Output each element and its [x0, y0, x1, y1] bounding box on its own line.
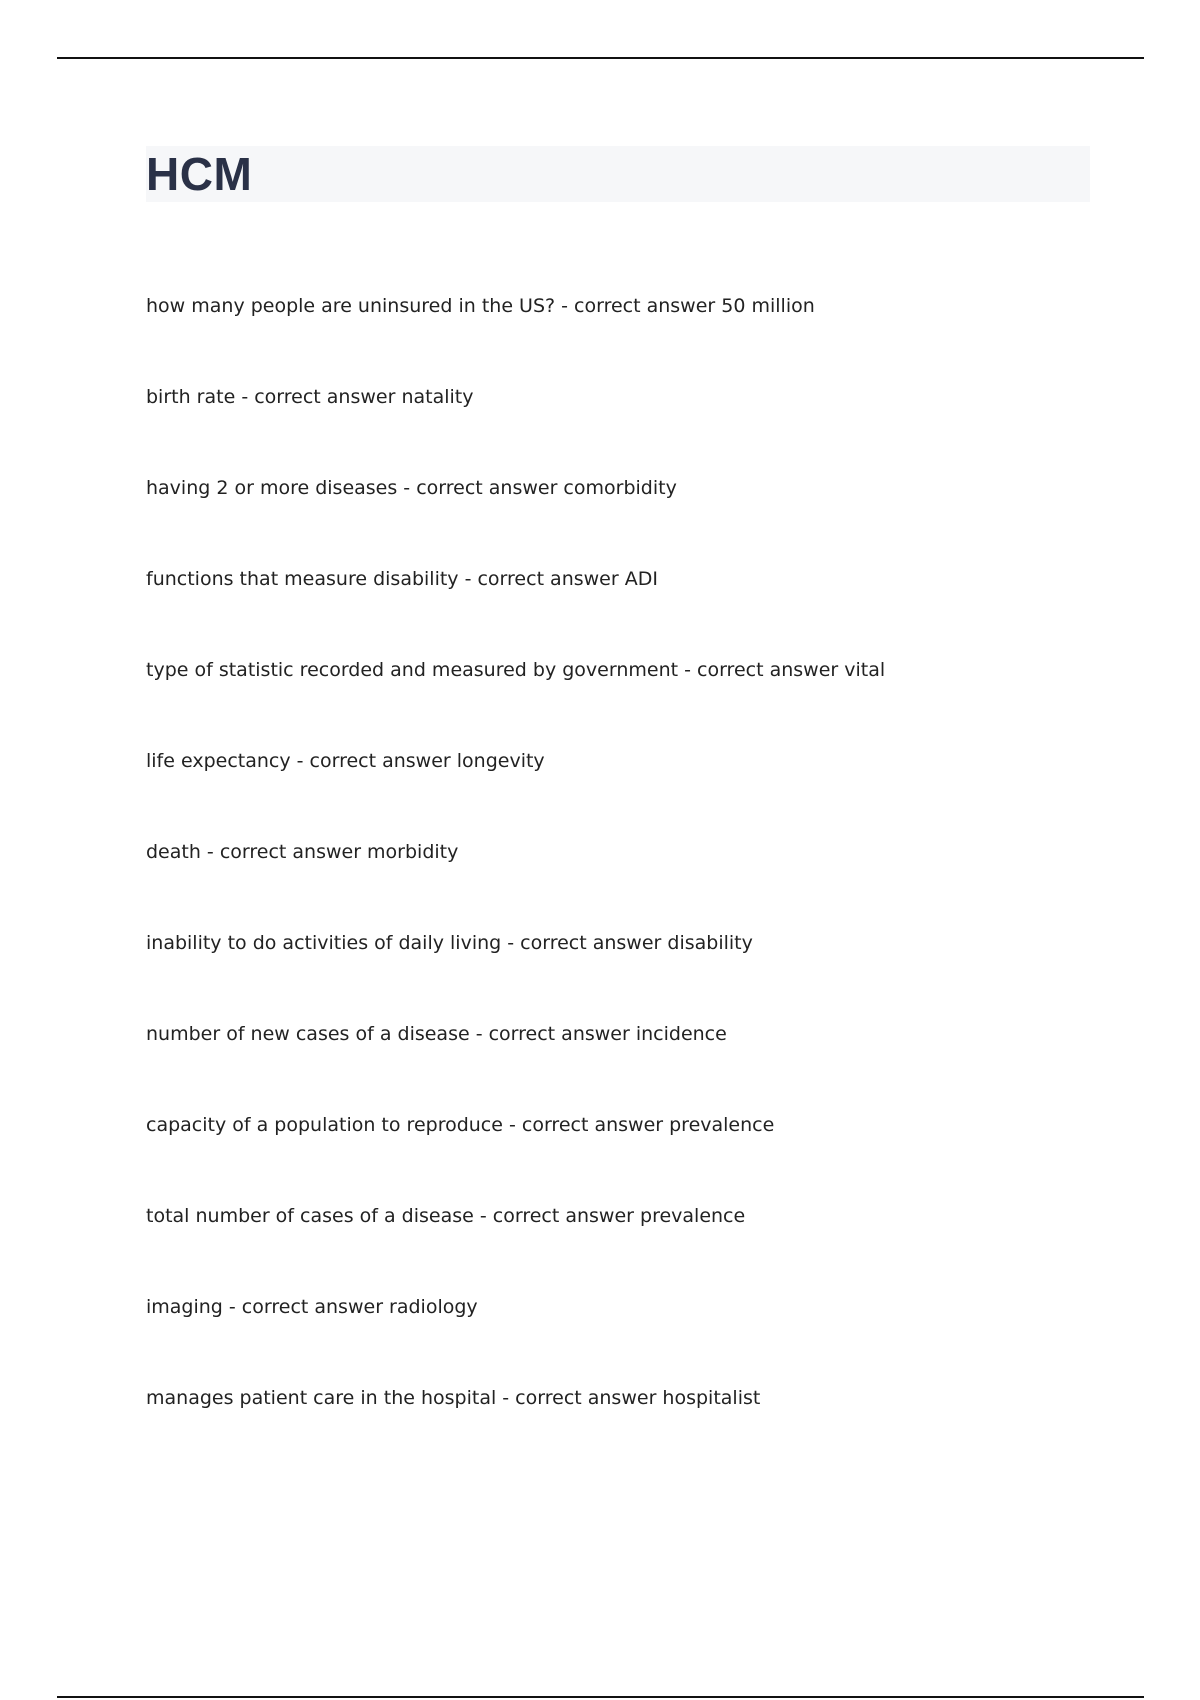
- qa-item: capacity of a population to reproduce - correct answer prevalence: [146, 1114, 775, 1136]
- qa-item: type of statistic recorded and measured by government - correct answer vital: [146, 659, 886, 681]
- qa-list: [146, 290, 1090, 1473]
- qa-item: how many people are uninsured in the US? - correct answer 50 million: [146, 295, 815, 317]
- qa-item: death - correct answer morbidity: [146, 841, 459, 863]
- bottom-divider: [57, 1696, 1144, 1698]
- qa-item: total number of cases of a disease - correct answer prevalence: [146, 1205, 746, 1227]
- qa-item: life expectancy - correct answer longevity: [146, 750, 545, 772]
- title-banner: [146, 146, 1090, 202]
- qa-item: manages patient care in the hospital - correct answer hospitalist: [146, 1387, 761, 1409]
- qa-item: birth rate - correct answer natality: [146, 386, 474, 408]
- qa-item: inability to do activities of daily living - correct answer disability: [146, 932, 753, 954]
- page-title: HCM: [146, 148, 253, 200]
- qa-item: having 2 or more diseases - correct answer comorbidity: [146, 477, 677, 499]
- qa-item: functions that measure disability - correct answer ADI: [146, 568, 658, 590]
- qa-item: imaging - correct answer radiology: [146, 1296, 478, 1318]
- qa-item: number of new cases of a disease - correct answer incidence: [146, 1023, 727, 1045]
- top-divider: [57, 57, 1144, 59]
